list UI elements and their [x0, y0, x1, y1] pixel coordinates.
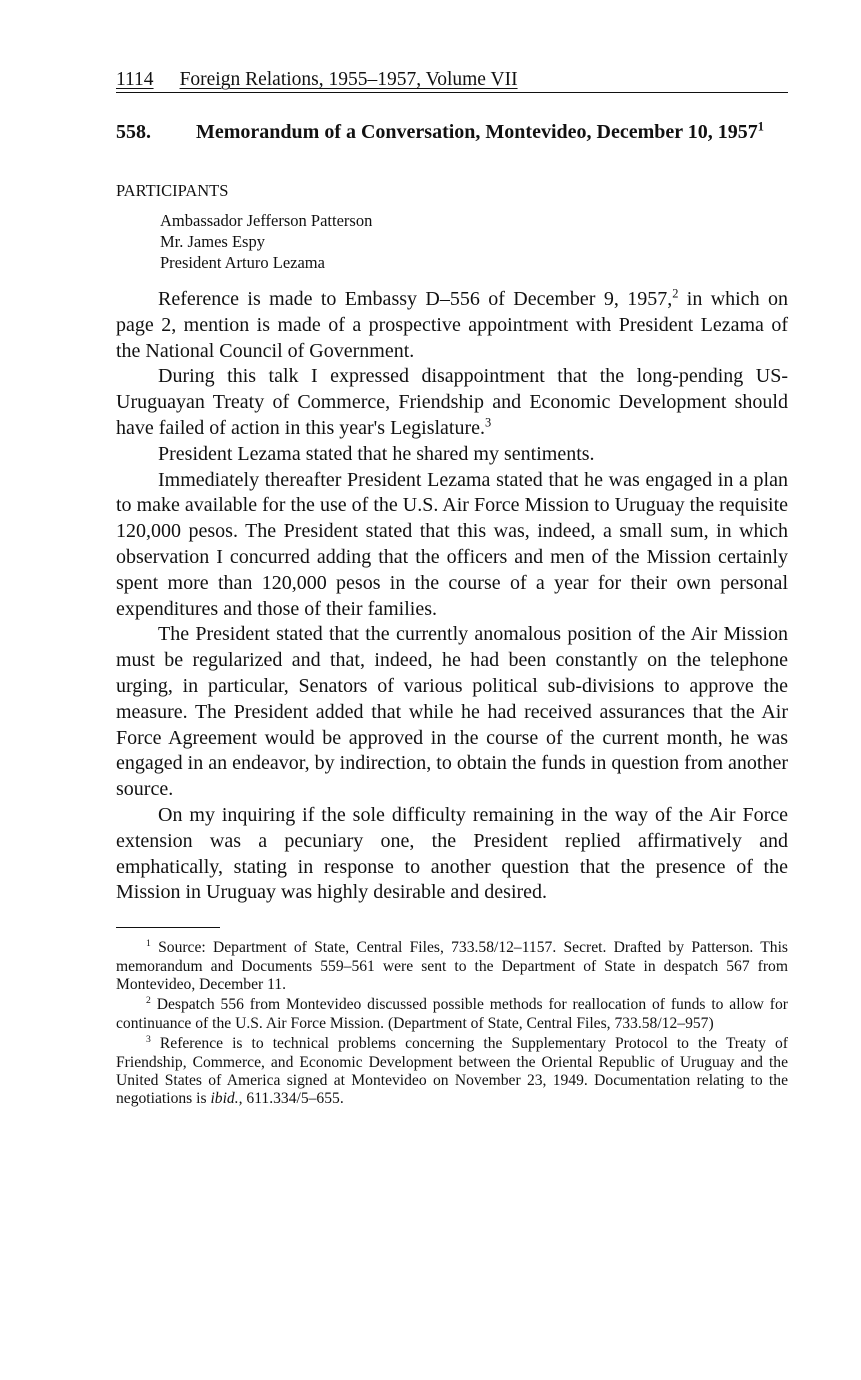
document-title-text: Memorandum of a Conversation, Montevideo, December 10, 1957 — [196, 121, 758, 143]
paragraph-text: During this talk I expressed disappointment that the long-pending US-Uruguayan Treaty of Commerce, Friendship and Economic Development should have failed of action in this year's Legislature. — [116, 365, 788, 439]
document-number: 558. — [116, 121, 151, 143]
paragraph-text: Reference is made to Embassy D–556 of December 9, 1957, — [158, 288, 673, 310]
footnote-2 — [116, 996, 788, 1033]
participant: Ambassador Jefferson Patterson — [160, 211, 373, 230]
participant: President Arturo Lezama — [160, 253, 325, 272]
footnote-3 — [116, 1035, 788, 1109]
page-number: 1114 — [116, 69, 154, 90]
footnote-ref-3[interactable]: 3 — [485, 415, 492, 430]
footnote-1 — [116, 939, 788, 994]
document-heading — [116, 120, 788, 145]
footnote-ref-1[interactable]: 1 — [757, 119, 764, 134]
participant: Mr. James Espy — [160, 232, 265, 251]
document-title — [196, 120, 788, 145]
participants-label: PARTICIPANTS — [116, 181, 229, 200]
footnote-ibid: ibid., — [210, 1090, 243, 1108]
paragraph — [116, 364, 788, 441]
footnote-number: 2 — [146, 995, 151, 1007]
paragraph: Immediately thereafter President Lezama stated that he was engaged in a plan to make available for the use of the U.S. Air Force Mission to Uruguay the requisite 120,000 pesos. The President stated that this was, indeed, a small sum, in which observation I concurred adding that the officers and men of the Mission certainly spent more than 120,000 pesos in the course of a year for their own personal expenditures and those of their families. — [116, 468, 788, 620]
participants-list — [160, 210, 788, 273]
footnote-text: Despatch 556 from Montevideo discussed possible methods for reallocation of funds to allow for continuance of the U.S. Air Force Mission. (Department of State, Central Files, 733.58/12–957) — [116, 996, 788, 1032]
footnote-text: Source: Department of State, Central Files, 733.58/12–1157. Secret. Drafted by Patterson. This memorandum and Documents 559–561 were sent to the Department of State in despatch 567 from Montevideo, December 11. — [116, 939, 788, 993]
running-head — [116, 68, 788, 93]
paragraph: The President stated that the currently anomalous position of the Air Mission must be regularized and that, indeed, he had been constantly on the telephone urging, in particular, Senators of various political sub-divisions to approve the measure. The President added that while he had received assurances that the Air Force Agreement would be approved in the course of the current month, he was engaged in an endeavor, by indirection, to obtain the funds in question from another source. — [116, 623, 788, 801]
paragraph — [116, 287, 788, 364]
volume-title: Foreign Relations, 1955–1957, Volume VII — [179, 69, 518, 90]
footnote-number: 1 — [146, 937, 151, 949]
paragraph: On my inquiring if the sole difficulty remaining in the way of the Air Force extension was a pecuniary one, the President replied affirmatively and emphatically, stating in response to another question that the presence of the Mission in Uruguay was highly desirable and desired. — [116, 803, 788, 904]
document-page — [116, 68, 788, 1111]
footnote-number: 3 — [146, 1033, 151, 1045]
footnote-ref-2[interactable]: 2 — [672, 286, 679, 301]
paragraph: President Lezama stated that he shared my sentiments. — [158, 442, 595, 465]
footnote-text: Reference is to technical problems concerning the Supplementary Protocol to the Treaty of Friendship, Commerce, and Economic Development between the Oriental Republic of Uruguay and the United States of America signed at Montevideo on November 23, 1949. Documentation relating to the negotiations is — [116, 1035, 788, 1108]
memorandum-body — [116, 287, 788, 906]
footnotes — [116, 939, 788, 1109]
footnote-divider — [116, 927, 220, 928]
footnote-text: 611.334/5–655. — [242, 1090, 344, 1108]
paragraph-text: in which on page 2, mention is made of a prospective appointment with President Lezama of the National Council of Government. — [116, 288, 788, 362]
